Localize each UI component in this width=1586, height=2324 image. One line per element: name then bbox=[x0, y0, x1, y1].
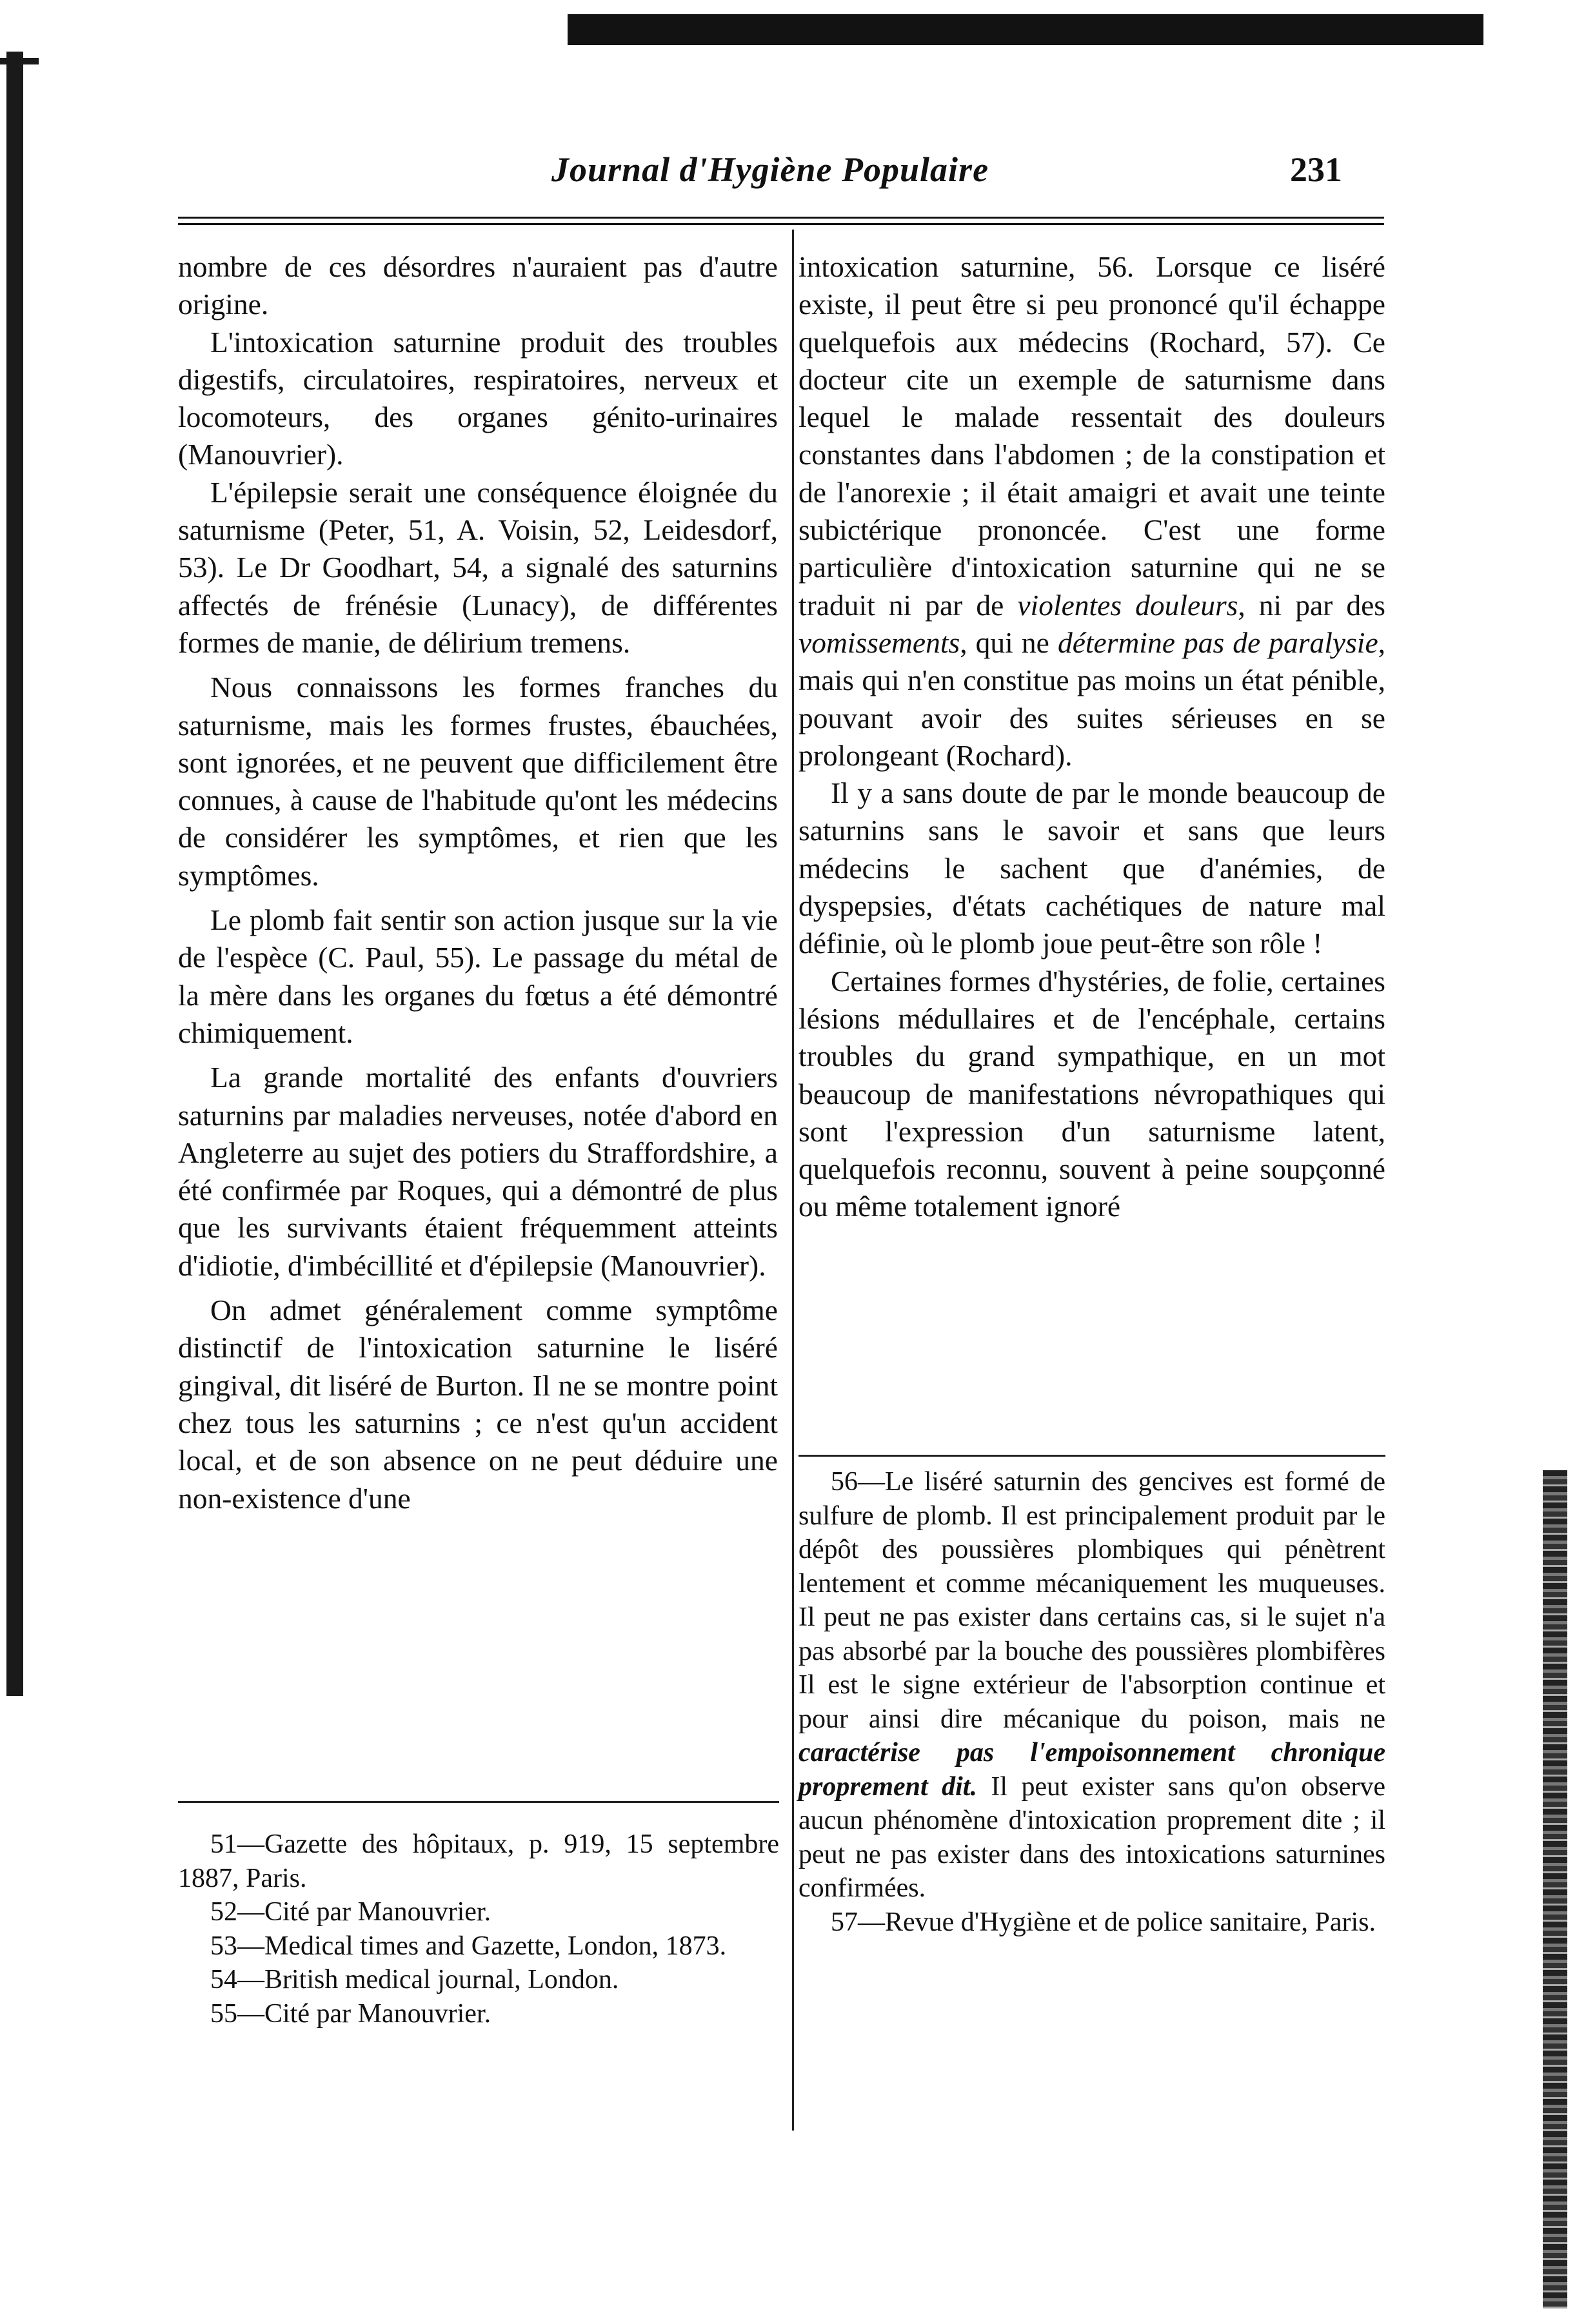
footnote: 52—Cité par Manouvrier. bbox=[210, 1897, 491, 1927]
footnotes-left bbox=[178, 1827, 779, 2031]
italic-text: vomissements bbox=[798, 625, 960, 659]
paragraph-text: intoxication saturnine, 56. Lorsque ce liséré existe, il peut être si peu prononcé qu'il échappe quelquefois aux médecins (Rochard, 57). Ce docteur cite un exemple de saturnisme dans lequel le malade ressentait des douleurs constantes dans l'abdomen ; de la constipation et de l'anorexie ; il était amaigri et avait une teinte subictérique prononcée. C'est une forme particulière d'intoxication saturnine qui ne se traduit ni par de bbox=[798, 250, 1385, 622]
paragraph: Nous connaissons les formes franches du saturnisme, mais les formes frustes, ébauchées, sont ignorées, et ne peuvent que difficilement être connues, à cause de l'habitude qu'ont les médecins de considérer les symptômes, et rien que les symptômes. bbox=[178, 671, 778, 892]
paragraph: Le plomb fait sentir son action jusque sur la vie de l'espèce (C. Paul, 55). Le passage du métal de la mère dans les organes du fœtus a été démontré chimiquement. bbox=[178, 903, 778, 1049]
footnote bbox=[798, 1465, 1385, 1905]
paragraph: L'intoxication saturnine produit des troubles digestifs, circulatoires, respiratoires, nerveux et locomoteurs, des organes génito-urinaires (Manouvrier). bbox=[178, 325, 778, 471]
paragraph: Certaines formes d'hystéries, de folie, certaines lésions médullaires et de l'encéphale, certains troubles du grand sympathique, en un mot beaucoup de manifestations névropathiques qui sont l'expression d'un saturnisme latent, quelquefois reconnu, souvent à peine soupçonné ou même totalement ignoré bbox=[798, 964, 1385, 1223]
right-column bbox=[798, 248, 1385, 1226]
footnote: 53—Medical times and Gazette, London, 1873. bbox=[210, 1931, 727, 1961]
footnotes-right bbox=[798, 1465, 1385, 1939]
header-rule-double bbox=[178, 223, 1384, 225]
footnote: 54—British medical journal, London. bbox=[210, 1965, 619, 1994]
running-head bbox=[174, 150, 1387, 201]
top-scan-border-thin bbox=[568, 35, 1213, 39]
footnote: 51—Gazette des hôpitaux, p. 919, 15 septembre 1887, Paris. bbox=[178, 1829, 779, 1893]
paragraph: La grande mortalité des enfants d'ouvriers saturnins par maladies nerveuses, notée d'abord en Angleterre au sujet des potiers du Straffordshire, a été confirmée par Roques, qui a démontré de plus que les survivants étaient fréquemment atteints d'idiotie, d'imbécillité et d'épilepsie (Manouvrier). bbox=[178, 1061, 778, 1282]
paragraph bbox=[798, 248, 1385, 774]
paragraph-text: , ni par des bbox=[1238, 588, 1386, 622]
left-scan-edge bbox=[6, 52, 23, 1696]
paragraph-text: , mais qui n'en constitue pas moins un état pénible, pouvant avoir des suites sérieuses en se prolongeant (Rochard). bbox=[798, 625, 1386, 772]
footnote-rule bbox=[178, 1801, 779, 1803]
footnote: 55—Cité par Manouvrier. bbox=[210, 1998, 491, 2029]
paragraph: nombre de ces désordres n'auraient pas d'autre origine. bbox=[178, 250, 778, 321]
journal-title: Journal d'Hygiène Populaire bbox=[551, 150, 989, 189]
top-scan-border bbox=[568, 14, 1483, 45]
column-divider bbox=[792, 230, 794, 2131]
right-scan-edge bbox=[1543, 1470, 1567, 2309]
footnote-rule bbox=[798, 1455, 1385, 1457]
paragraph: Il y a sans doute de par le monde beaucoup de saturnins sans le savoir et sans que leurs médecins le sachent que d'anémies, de dyspepsies, d'états cachétiques de nature mal définie, où le plomb joue peut-être son rôle ! bbox=[798, 776, 1385, 960]
footnote-text: Il peut exister sans qu'on observe aucun phénomène d'intoxication proprement dite ; il peut ne pas exister dans des intoxications saturnines confirmées. bbox=[798, 1771, 1385, 1903]
paragraph: On admet généralement comme symptôme distinctif de l'intoxication saturnine le liséré gingival, dit liséré de Burton. Il ne se montre point chez tous les saturnins ; ce n'est qu'un accident local, et de son absence on ne peut déduire une non-existence d'une bbox=[178, 1294, 778, 1515]
left-column bbox=[178, 248, 778, 1517]
footnote-text: 56—Le liséré saturnin des gencives est formé de sulfure de plomb. Il est principalement produit par le dépôt des poussières plombiques qui pénètrent lentement et comme mécaniquement les muqueuses. Il peut ne pas exister dans certains cas, si le sujet n'a pas absorbé par la bouche des poussières plombifères Il est le signe extérieur de l'absorption continue et pour ainsi dire mécanique du poison, mais ne bbox=[798, 1467, 1385, 1734]
italic-text: caractérise pas l'empoisonnement chronique proprement dit. bbox=[798, 1738, 1385, 1802]
italic-text: violentes douleurs bbox=[1017, 588, 1238, 622]
left-scan-edge-tick bbox=[0, 58, 39, 64]
header-rule bbox=[178, 217, 1384, 219]
paragraph: L'épilepsie serait une conséquence éloignée du saturnisme (Peter, 51, A. Voisin, 52, Leidesdorf, 53). Le Dr Goodhart, 54, a signalé des saturnins affectés de frénésie (Lunacy), de différentes formes de manie, de délirium tremens. bbox=[178, 475, 778, 659]
page-number: 231 bbox=[1290, 150, 1342, 189]
italic-text: détermine pas de paralysie bbox=[1057, 625, 1378, 659]
footnote: 57—Revue d'Hygiène et de police sanitaire, Paris. bbox=[831, 1907, 1376, 1937]
paragraph-text: , qui ne bbox=[960, 625, 1058, 659]
